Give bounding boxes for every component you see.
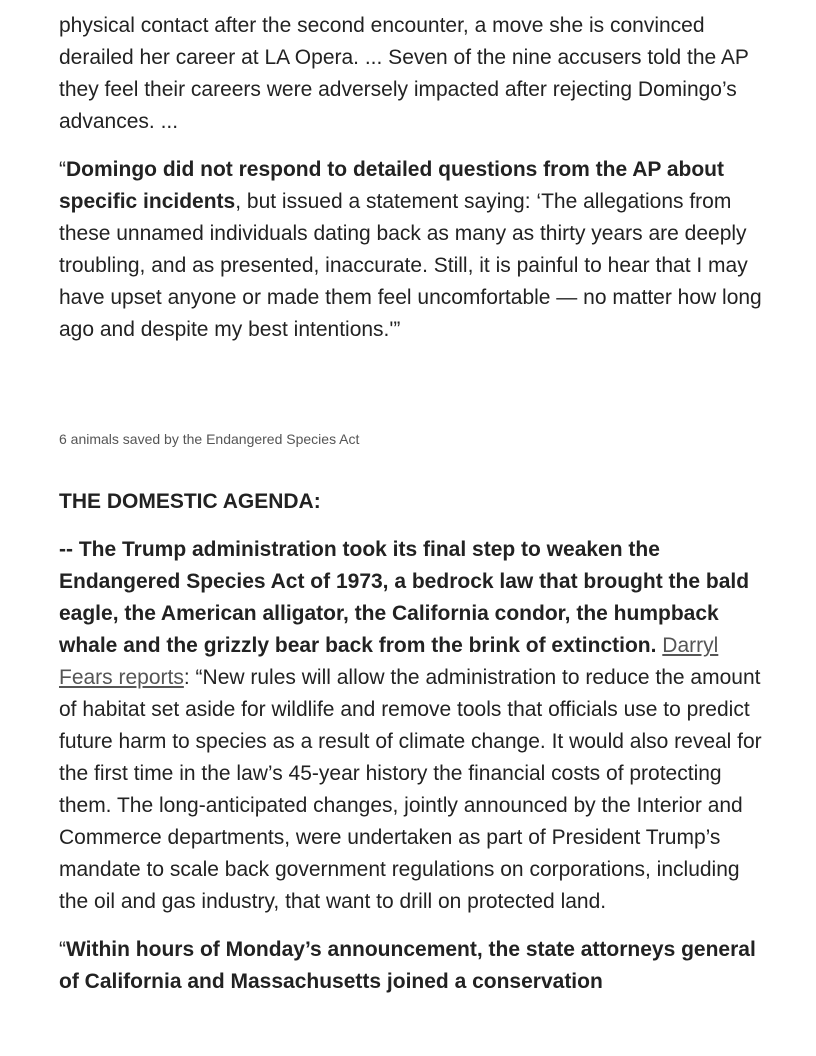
image-caption: 6 animals saved by the Endangered Species Act: [59, 431, 360, 447]
open-quote: “: [59, 158, 66, 181]
bold-lead: Within hours of Monday’s announcement, the state attorneys general of California and Massachusetts joined a conservation: [59, 938, 756, 993]
story-text: : “New rules will allow the administration to reduce the amount of habitat set aside for wildlife and remove tools that officials use to predict future harm to species as a result of climate change. It would also reveal for the first time in the law’s 45-year history the financial costs of protecting them. The long-anticipated changes, jointly announced by the Interior and Commerce departments, were undertaken as part of President Trump’s mandate to scale back government regulations on corporations, including the oil and gas industry, that want to drill on protected land.: [59, 666, 762, 913]
paragraph-domingo-statement: [59, 154, 771, 346]
bold-lead: -- The Trump administration took its final step to weaken the Endangered Species Act of 1973, a bedrock law that brought the bald eagle, the American alligator, the California condor, the humpback whale and the grizzly bear back from the brink of extinction.: [59, 538, 750, 657]
bold-lead: Domingo did not respond to detailed questions from the AP about specific incidents: [59, 158, 724, 213]
paragraph-domingo-accusers: physical contact after the second encounter, a move she is convinced derailed her career at LA Opera. ... Seven of the nine accusers told the AP they feel their careers were adversely impacted after rejecting Domingo’s advances. ...: [59, 14, 749, 133]
darryl-fears-link[interactable]: Darryl Fears reports: [59, 634, 719, 689]
statement-text: , but issued a statement saying: ‘The allegations from these unnamed individuals dating back as many as thirty years are deeply troubling, and as presented, inaccurate. Still, it is painful to hear that I may have upset anyone or made them feel uncomfortable — no matter how long ago and despite my best intentions.'”: [59, 190, 762, 341]
paragraph-attorneys-general: [59, 934, 771, 998]
article-body: [59, 10, 771, 1014]
heading-spacer: [59, 518, 771, 534]
paragraph-endangered-species: [59, 534, 771, 918]
section-heading: THE DOMESTIC AGENDA:: [59, 490, 321, 513]
section-spacer: [59, 448, 771, 486]
open-quote: “: [59, 938, 66, 961]
image-spacer: [59, 362, 771, 430]
